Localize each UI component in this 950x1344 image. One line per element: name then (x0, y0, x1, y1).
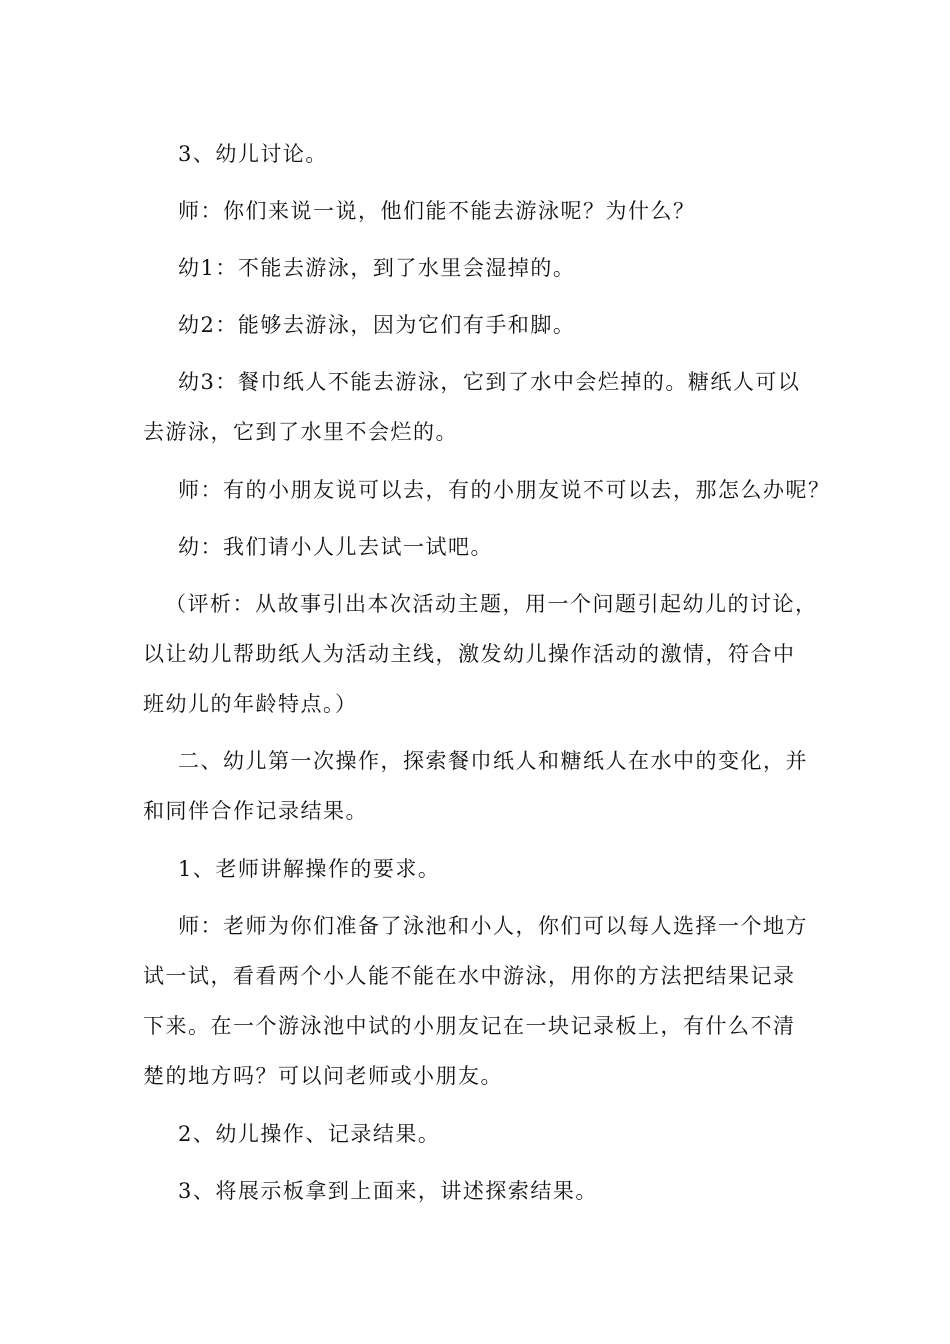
text-line: 1、老师讲解操作的要求。 (178, 857, 441, 881)
text-line: 幼2：能够去游泳，因为它们有手和脚。 (178, 313, 576, 337)
text-line: 幼3：餐巾纸人不能去游泳，它到了水中会烂掉的。糖纸人可以 (178, 370, 801, 394)
text-line: 楚的地方吗？可以问老师或小朋友。 (143, 1064, 503, 1088)
text-line: 2、幼儿操作、记录结果。 (178, 1122, 441, 1146)
text-line: 试一试，看看两个小人能不能在水中游泳，用你的方法把结果记录 (143, 964, 796, 988)
text-line: 幼1：不能去游泳，到了水里会湿掉的。 (178, 256, 576, 280)
text-line: （评析：从故事引出本次活动主题，用一个问题引起幼儿的讨论， (165, 592, 818, 616)
text-line: 以让幼儿帮助纸人为活动主线，激发幼儿操作活动的激情，符合中 (143, 642, 796, 666)
text-line: 3、将展示板拿到上面来，讲述探索结果。 (178, 1179, 598, 1203)
text-line: 师：你们来说一说，他们能不能去游泳呢？为什么？ (178, 199, 696, 223)
text-line: 3、幼儿讨论。 (178, 142, 328, 166)
text-line: 和同伴合作记录结果。 (143, 799, 368, 823)
text-line: 去游泳，它到了水里不会烂的。 (143, 420, 458, 444)
text-line: 班幼儿的年龄特点。） (143, 692, 358, 716)
text-line: 幼：我们请小人儿去试一试吧。 (178, 535, 493, 559)
text-line: 下来。在一个游泳池中试的小朋友记在一块记录板上，有什么不清 (143, 1014, 796, 1038)
text-line: 师：有的小朋友说可以去，有的小朋友说不可以去，那怎么办呢？ (178, 478, 831, 502)
text-line: 二、幼儿第一次操作，探索餐巾纸人和糖纸人在水中的变化，并 (178, 749, 808, 773)
text-line: 师：老师为你们准备了泳池和小人，你们可以每人选择一个地方 (178, 914, 808, 938)
